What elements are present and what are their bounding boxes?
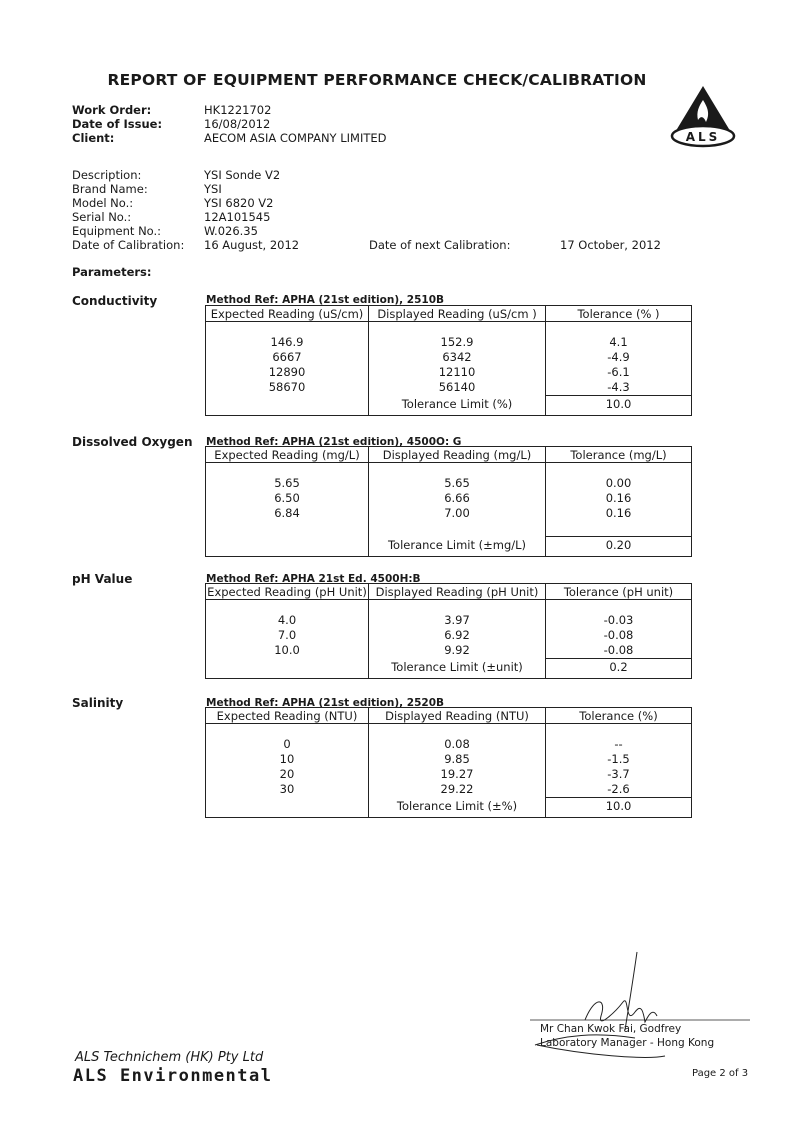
displayed-cell: 3.97 6.92 9.92 bbox=[369, 600, 546, 659]
expected-cell: 4.0 7.0 10.0 bbox=[206, 600, 369, 659]
signatory-title: Laboratory Manager - Hong Kong bbox=[540, 1037, 715, 1049]
issue-date-label: Date of Issue: bbox=[72, 117, 163, 131]
expected-cell: 146.9 6667 12890 58670 bbox=[206, 322, 369, 396]
logo-text: ALS bbox=[685, 130, 721, 144]
tolerance-limit-value: 10.0 bbox=[546, 798, 692, 818]
company-name: ALS Technichem (HK) Pty Ltd bbox=[75, 1050, 264, 1065]
displayed-cell: 0.08 9.85 19.27 29.22 bbox=[369, 724, 546, 798]
model-value: YSI 6820 V2 bbox=[204, 196, 274, 210]
displayed-cell: 152.9 6342 12110 56140 bbox=[369, 322, 546, 396]
model-label: Model No.: bbox=[72, 196, 134, 210]
calibration-date-label: Date of Calibration: bbox=[72, 238, 185, 252]
equipment-no-label: Equipment No.: bbox=[72, 224, 162, 238]
client-value: AECOM ASIA COMPANY LIMITED bbox=[204, 131, 387, 145]
calibration-table-ph-value bbox=[205, 583, 692, 679]
tolerance-limit-value: 10.0 bbox=[546, 396, 692, 416]
column-header: Tolerance (pH unit) bbox=[546, 584, 692, 600]
section-name-dissolved-oxygen: Dissolved Oxygen bbox=[72, 435, 193, 449]
report-title: REPORT OF EQUIPMENT PERFORMANCE CHECK/CALIBRATION bbox=[107, 71, 647, 89]
client-label: Client: bbox=[72, 131, 115, 145]
signatory-name: Mr Chan Kwok Fai, Godfrey bbox=[540, 1023, 682, 1035]
description-value: YSI Sonde V2 bbox=[204, 168, 281, 182]
work-order-label: Work Order: bbox=[72, 103, 152, 117]
brand-wordmark: ALS Environmental bbox=[73, 1066, 273, 1086]
calibration-table-salinity bbox=[205, 707, 692, 818]
tolerance-cell: 4.1 -4.9 -6.1 -4.3 bbox=[546, 322, 692, 396]
column-header: Expected Reading (pH Unit) bbox=[207, 584, 367, 599]
issue-date-value: 16/08/2012 bbox=[204, 117, 271, 131]
column-header: Displayed Reading (mg/L) bbox=[369, 447, 546, 463]
column-header: Displayed Reading (pH Unit) bbox=[369, 584, 546, 600]
column-header: Displayed Reading (NTU) bbox=[369, 708, 546, 724]
method-ref-conductivity: Method Ref: APHA (21st edition), 2510B bbox=[206, 294, 445, 306]
expected-cell: 5.65 6.50 6.84 bbox=[206, 463, 369, 537]
equipment-no-value: W.026.35 bbox=[204, 224, 258, 238]
tolerance-limit-value: 0.2 bbox=[546, 659, 692, 679]
section-name-ph-value: pH Value bbox=[72, 572, 133, 586]
expected-cell: 0 10 20 30 bbox=[206, 724, 369, 798]
section-name-salinity: Salinity bbox=[72, 696, 124, 710]
serial-label: Serial No.: bbox=[72, 210, 132, 224]
tolerance-limit-label: Tolerance Limit (±unit) bbox=[369, 659, 546, 679]
tolerance-cell: -0.03 -0.08 -0.08 bbox=[546, 600, 692, 659]
next-calibration-label: Date of next Calibration: bbox=[369, 238, 511, 252]
brand-value: YSI bbox=[204, 182, 222, 196]
als-logo-icon bbox=[668, 84, 738, 150]
method-ref-dissolved-oxygen: Method Ref: APHA (21st edition), 4500O: G bbox=[206, 436, 462, 448]
column-header: Tolerance (%) bbox=[546, 708, 692, 724]
page-number: Page 2 of 3 bbox=[692, 1068, 749, 1079]
column-header: Expected Reading (uS/cm) bbox=[206, 306, 369, 322]
parameters-label: Parameters: bbox=[72, 265, 152, 279]
serial-value: 12A101545 bbox=[204, 210, 271, 224]
calibration-date-value: 16 August, 2012 bbox=[204, 238, 300, 252]
tolerance-limit-label: Tolerance Limit (±%) bbox=[369, 798, 546, 818]
brand-label: Brand Name: bbox=[72, 182, 148, 196]
next-calibration-value: 17 October, 2012 bbox=[560, 238, 661, 252]
als-logo bbox=[668, 84, 738, 150]
method-ref-salinity: Method Ref: APHA (21st edition), 2520B bbox=[206, 697, 445, 709]
column-header: Tolerance (mg/L) bbox=[546, 447, 692, 463]
tolerance-limit-label: Tolerance Limit (%) bbox=[369, 396, 546, 416]
displayed-cell: 5.65 6.66 7.00 bbox=[369, 463, 546, 537]
method-ref-ph-value: Method Ref: APHA 21st Ed. 4500H:B bbox=[206, 573, 421, 585]
work-order-value: HK1221702 bbox=[204, 103, 272, 117]
tolerance-limit-value: 0.20 bbox=[546, 537, 692, 557]
calibration-table-conductivity bbox=[205, 305, 692, 416]
tolerance-limit-label: Tolerance Limit (±mg/L) bbox=[369, 537, 546, 557]
column-header: Displayed Reading (uS/cm ) bbox=[369, 306, 546, 322]
tolerance-cell: 0.00 0.16 0.16 bbox=[546, 463, 692, 537]
calibration-table-dissolved-oxygen bbox=[205, 446, 692, 557]
signature-scribble bbox=[525, 950, 755, 1070]
column-header: Expected Reading (mg/L) bbox=[206, 447, 369, 463]
section-name-conductivity: Conductivity bbox=[72, 294, 158, 308]
tolerance-cell: -- -1.5 -3.7 -2.6 bbox=[546, 724, 692, 798]
signature bbox=[525, 950, 755, 1070]
column-header: Tolerance (% ) bbox=[546, 306, 692, 322]
description-label: Description: bbox=[72, 168, 142, 182]
column-header: Expected Reading (NTU) bbox=[206, 708, 369, 724]
